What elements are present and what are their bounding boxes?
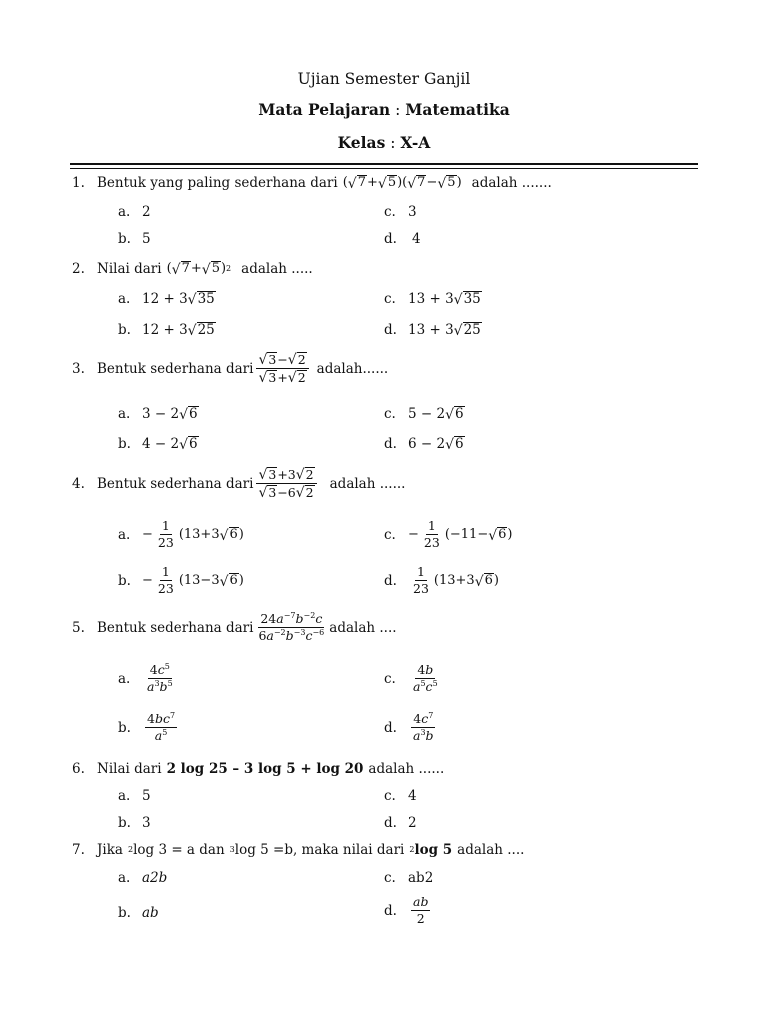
q3-option-d[interactable]: d. 6 − 2 √ 6 (384, 436, 464, 453)
q7-option-d[interactable]: d. $\frac{ab}{2}$ (384, 894, 429, 927)
question-3: 3. Bentuk sederhana dari √ 3 − √ 2 √ 3 + √ 2 adalah...... (72, 351, 389, 386)
question-2: 2. Nilai dari ( √ 7 + √ 5 ) 2 adalah ..... (72, 261, 313, 278)
q2-option-b[interactable]: b. 12 + 3 √ 25 (118, 322, 215, 339)
q3-option-a[interactable]: a. 3 − 2 √ 6 (118, 406, 198, 423)
q3-option-c[interactable]: c. 5 − 2 √ 6 (384, 406, 464, 423)
question-1-suffix: adalah ....... (471, 175, 552, 191)
q4-option-a[interactable]: a. − $\frac{1}{23}$ (13+3 √ 6 ) (118, 518, 244, 551)
q1-option-c[interactable]: c. 3 (384, 204, 417, 220)
header-rule-thin (70, 168, 698, 169)
question-4-text: Bentuk sederhana dari (97, 475, 254, 492)
question-5-fraction: $\frac{24a^{-7}b^{-2}c}{6a^{-2}b^{-3}c^{-6}}$ (258, 610, 325, 644)
q6-option-c[interactable]: c. 4 (384, 788, 417, 804)
class-value: X-A (400, 133, 431, 152)
question-2-suffix: adalah ..... (241, 261, 313, 277)
q1-option-a[interactable]: a. 2 (118, 204, 151, 220)
question-5-text: Bentuk sederhana dari (97, 619, 254, 636)
question-3-fraction: √ 3 − √ 2 √ 3 + √ 2 (256, 352, 308, 385)
class-label: Kelas (337, 133, 386, 152)
class-line: Kelas : X-A (337, 133, 431, 152)
question-2-expression: ( √ 7 + √ 5 ) 2 (166, 261, 232, 278)
subject-line: Mata Pelajaran : Matematika (258, 100, 510, 119)
question-1-text: Bentuk yang paling sederhana dari (97, 175, 338, 191)
question-4-fraction: √ 3 +3 √ 2 √ 3 −6 √ 2 (256, 467, 316, 500)
subject-value: Matematika (405, 100, 510, 119)
q1-option-d[interactable]: d. 4 (384, 231, 421, 247)
subject-label: Mata Pelajaran (258, 100, 391, 119)
q7-option-b[interactable]: b. ab (118, 905, 159, 921)
q2-option-a[interactable]: a. 12 + 3 √ 35 (118, 291, 215, 308)
q6-option-d[interactable]: d. 2 (384, 815, 417, 831)
q4-option-b[interactable]: b. − $\frac{1}{23}$ (13−3 √ 6 ) (118, 564, 244, 597)
question-6-suffix: adalah ...... (368, 761, 445, 777)
question-1: 1. Bentuk yang paling sederhana dari ( √ 7 + √ 5 )( √ 7 − √ 5 ) adalah ....... (72, 175, 552, 192)
q6-option-b[interactable]: b. 3 (118, 815, 151, 831)
q2-option-d[interactable]: d. 13 + 3 √ 25 (384, 322, 481, 339)
q2-option-c[interactable]: c. 13 + 3 √ 35 (384, 291, 481, 308)
q4-option-d[interactable]: d. $\frac{1}{23}$ (13+3 √ 6 ) (384, 564, 499, 597)
question-2-text: Nilai dari (97, 261, 162, 277)
question-5: 5. Bentuk sederhana dari $\frac{24a^{-7}b^{-2}c}{6a^{-2}b^{-3}c^{-6}}$ adalah .... (72, 610, 397, 644)
question-3-text: Bentuk sederhana dari (97, 360, 254, 377)
q3-option-b[interactable]: b. 4 − 2 √ 6 (118, 436, 198, 453)
q5-option-c[interactable]: c. $\frac{4b}{a^5c^5}$ (384, 662, 438, 695)
header-rule-thick (70, 163, 698, 165)
exam-title: Ujian Semester Ganjil (297, 70, 471, 88)
question-4-suffix: adalah ...... (329, 475, 406, 492)
q7-option-a[interactable]: a. a2b (118, 870, 168, 886)
q4-option-c[interactable]: c. − $\frac{1}{23}$ (−11− √ 6 ) (384, 518, 513, 551)
question-3-suffix: adalah...... (316, 360, 389, 377)
question-5-suffix: adalah .... (329, 619, 397, 636)
question-4: 4. Bentuk sederhana dari √ 3 +3 √ 2 √ 3 −6 √ 2 adalah ...... (72, 466, 406, 501)
question-6-text: Nilai dari (97, 761, 162, 777)
q5-option-b[interactable]: b. $\frac{4bc^7}{a^5}$ (118, 710, 176, 744)
q5-option-a[interactable]: a. $\frac{4c^5}{a^3b^5}$ (118, 661, 173, 695)
question-1-expression: ( √ 7 + √ 5 )( √ 7 − √ 5 ) (342, 175, 462, 192)
question-7: 7. Jika 2 log 3 = a dan 3 log 5 =b, maka nilai dari 2 log 5 adalah .... (72, 842, 525, 858)
q6-option-a[interactable]: a. 5 (118, 788, 151, 804)
q1-option-b[interactable]: b. 5 (118, 231, 151, 247)
q7-option-c[interactable]: c. ab2 (384, 870, 434, 886)
q5-option-d[interactable]: d. $\frac{4c^7}{a^3b}$ (384, 710, 434, 744)
question-6: 6. Nilai dari 2 log 25 – 3 log 5 + log 20 adalah ...... (72, 761, 445, 777)
question-6-expression: 2 log 25 – 3 log 5 + log 20 (166, 761, 364, 777)
